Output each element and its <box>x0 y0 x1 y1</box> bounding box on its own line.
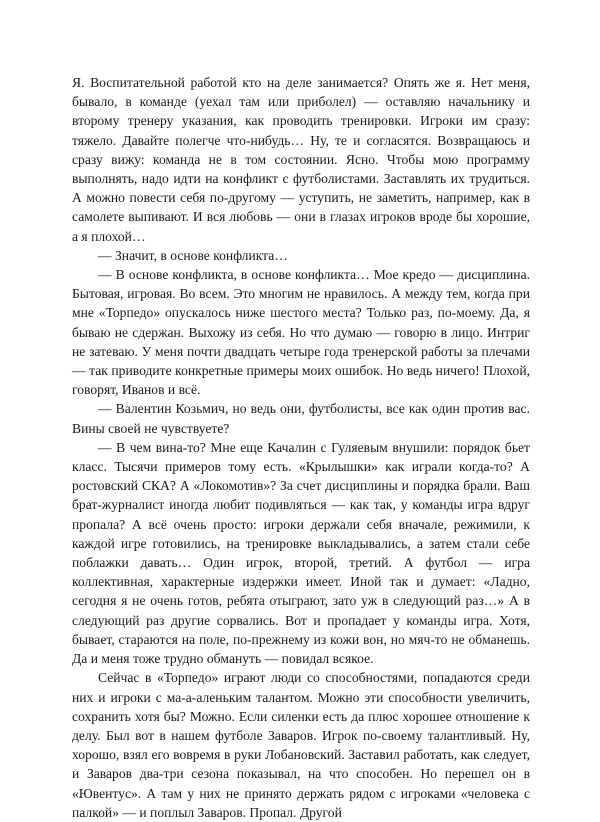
paragraph-3: — В основе конфликта, в основе конфликта… Мое кредо — дисциплина. Бытовая, игровая. Во всем. Это многим не нравилось. А между тем, когда при мне «Торпедо» опускалось ниже шестого места? Только раз, по-моему. Да, я бываю не сдержан. Выхожу из себя. Но что думаю — говорю в лицо. Интриг не затеваю. У меня почти двадцать четыре года тренерской работы за плечами — так приводите конкретные примеры моих ошибок. Но ведь ничего! Плохой, говорят, Иванов и всё. <box>72 267 530 398</box>
paragraph-2: — Значит, в основе конфликта… <box>98 247 288 263</box>
paragraph-5: — В чем вина-то? Мне еще Качалин с Гуляевым внушили: порядок бьет класс. Тысячи примеров тому есть. «Крылышки» как играли когда-то? А ростовский СКА? А «Локомотив»? За счет дисциплины и порядка брали. Ваш брат-журналист иногда любит подивляться — как так, у команды игра вдруг пропала? А всё очень просто: игроки держали себя вначале, режимили, к каждой игре готовились, на тренировке выкладывались, а затем стали себе поблажки давать… Один игрок, второй, третий. А футбол — игра коллективная, характерные издержки имеет. Иной так и думает: «Ладно, сегодня я не очень готов, ребята отыграют, зато уж в следующий раз…» А в следующий раз другие сорвались. Вот и пропадает у команды игра. Хотя, бывает, стараются на поле, по-прежнему из кожи вон, но мяч-то не обманешь. Да и меня тоже трудно обмануть — повидал всякое. <box>72 439 530 667</box>
paragraph-1: Я. Воспитательной работой кто на деле занимается? Опять же я. Нет меня, бывало, в команде (уехал там или приболел) — оставляю начальнику и второму тренеру указания, как проводить тренировки. Игроки им сразу: тяжело. Давайте полегче что-нибудь… Ну, те и согласятся. Возвращаюсь и сразу вижу: команда не в том состоянии. Ясно. Чтобы мою программу выполнять, надо идти на конфликт с футболистами. Заставлять их трудиться. А можно повести себя по-другому — уступить, не заметить, например, как в самолете выпивают. И вся любовь — они в глазах игроков вроде бы хорошие, а я плохой… <box>72 75 530 244</box>
document-page <box>72 73 530 822</box>
paragraph-4: — Валентин Козьмич, но ведь они, футболисты, все как один против вас. Вины своей не чувствуете? <box>72 401 530 436</box>
paragraph-6: Сейчас в «Торпедо» играют люди со способностями, попадаются среди них и игроки с ма-а-аленьким талантом. Можно эти способности увеличить, сохранить хотя бы? Можно. Если силенки есть да плюс хорошее отношение к делу. Был вот в нашем футболе Заваров. Игрок по-своему талантливый. Ну, хорошо, взял его вовремя в руки Лобановский. Заставил работать, как следует, и Заваров два-три сезона показывал, на что способен. Но перешел он в «Ювентус». А там у них не принято держать рядом с игроками «человека с палкой» — и поплыл Заваров. Пропал. Другой <box>72 670 530 820</box>
